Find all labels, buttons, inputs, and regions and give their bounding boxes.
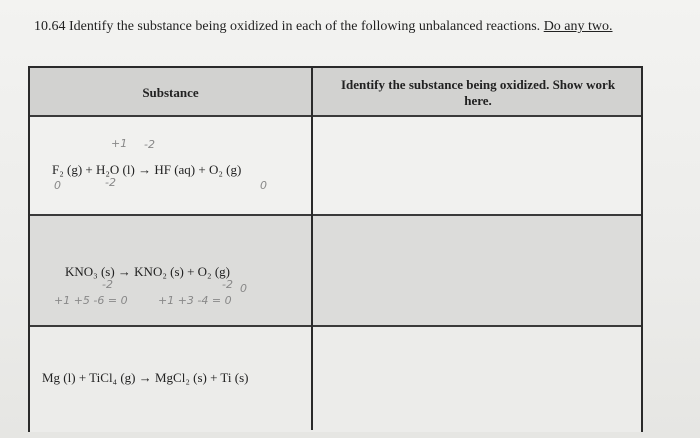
note-row1-f-ox: 0	[54, 179, 61, 192]
question-text: Identify the substance being oxidized in each of the following unbalanced reactions.	[69, 19, 541, 34]
header-oxidized: Identify the substance being oxidized. Show work here.	[340, 76, 616, 108]
note-row1-h-ox: +1	[111, 137, 128, 150]
note-row2-o-ox: -2	[102, 278, 113, 291]
question-instruction: Do any two.	[543, 19, 613, 34]
note-row1-o2-ox: 0	[260, 179, 267, 192]
equation-row-3: Mg (l) + TiCl₄ (g) → MgCl₂ (s) + Ti (s)	[42, 370, 249, 385]
header-substance: Substance	[142, 84, 199, 100]
answer-cell-2[interactable]	[313, 216, 643, 325]
note-row1-o-ox-below: -2	[105, 176, 116, 189]
answer-cell-1[interactable]	[313, 117, 643, 214]
note-row2-kno2-sum: +1 +3 -4 = 0	[158, 294, 232, 307]
question-number: 10.64	[34, 19, 66, 34]
reaction-table	[28, 66, 643, 432]
answer-cell-3[interactable]	[313, 327, 643, 432]
equation-row-2: KNO₃ (s) → KNO₂ (s) + O₂ (g)	[65, 264, 230, 279]
note-row2-kno3-sum: +1 +5 -6 = 0	[54, 294, 128, 307]
table-header	[30, 68, 641, 117]
question-prompt	[34, 18, 674, 35]
equation-row-1: F₂ (g) + H₂O (l) → HF (aq) + O₂ (g)	[52, 162, 242, 177]
note-row2-zero: 0	[240, 282, 247, 295]
note-row2-o2-ox: -2	[222, 278, 233, 291]
note-row1-o-ox: -2	[144, 138, 155, 151]
